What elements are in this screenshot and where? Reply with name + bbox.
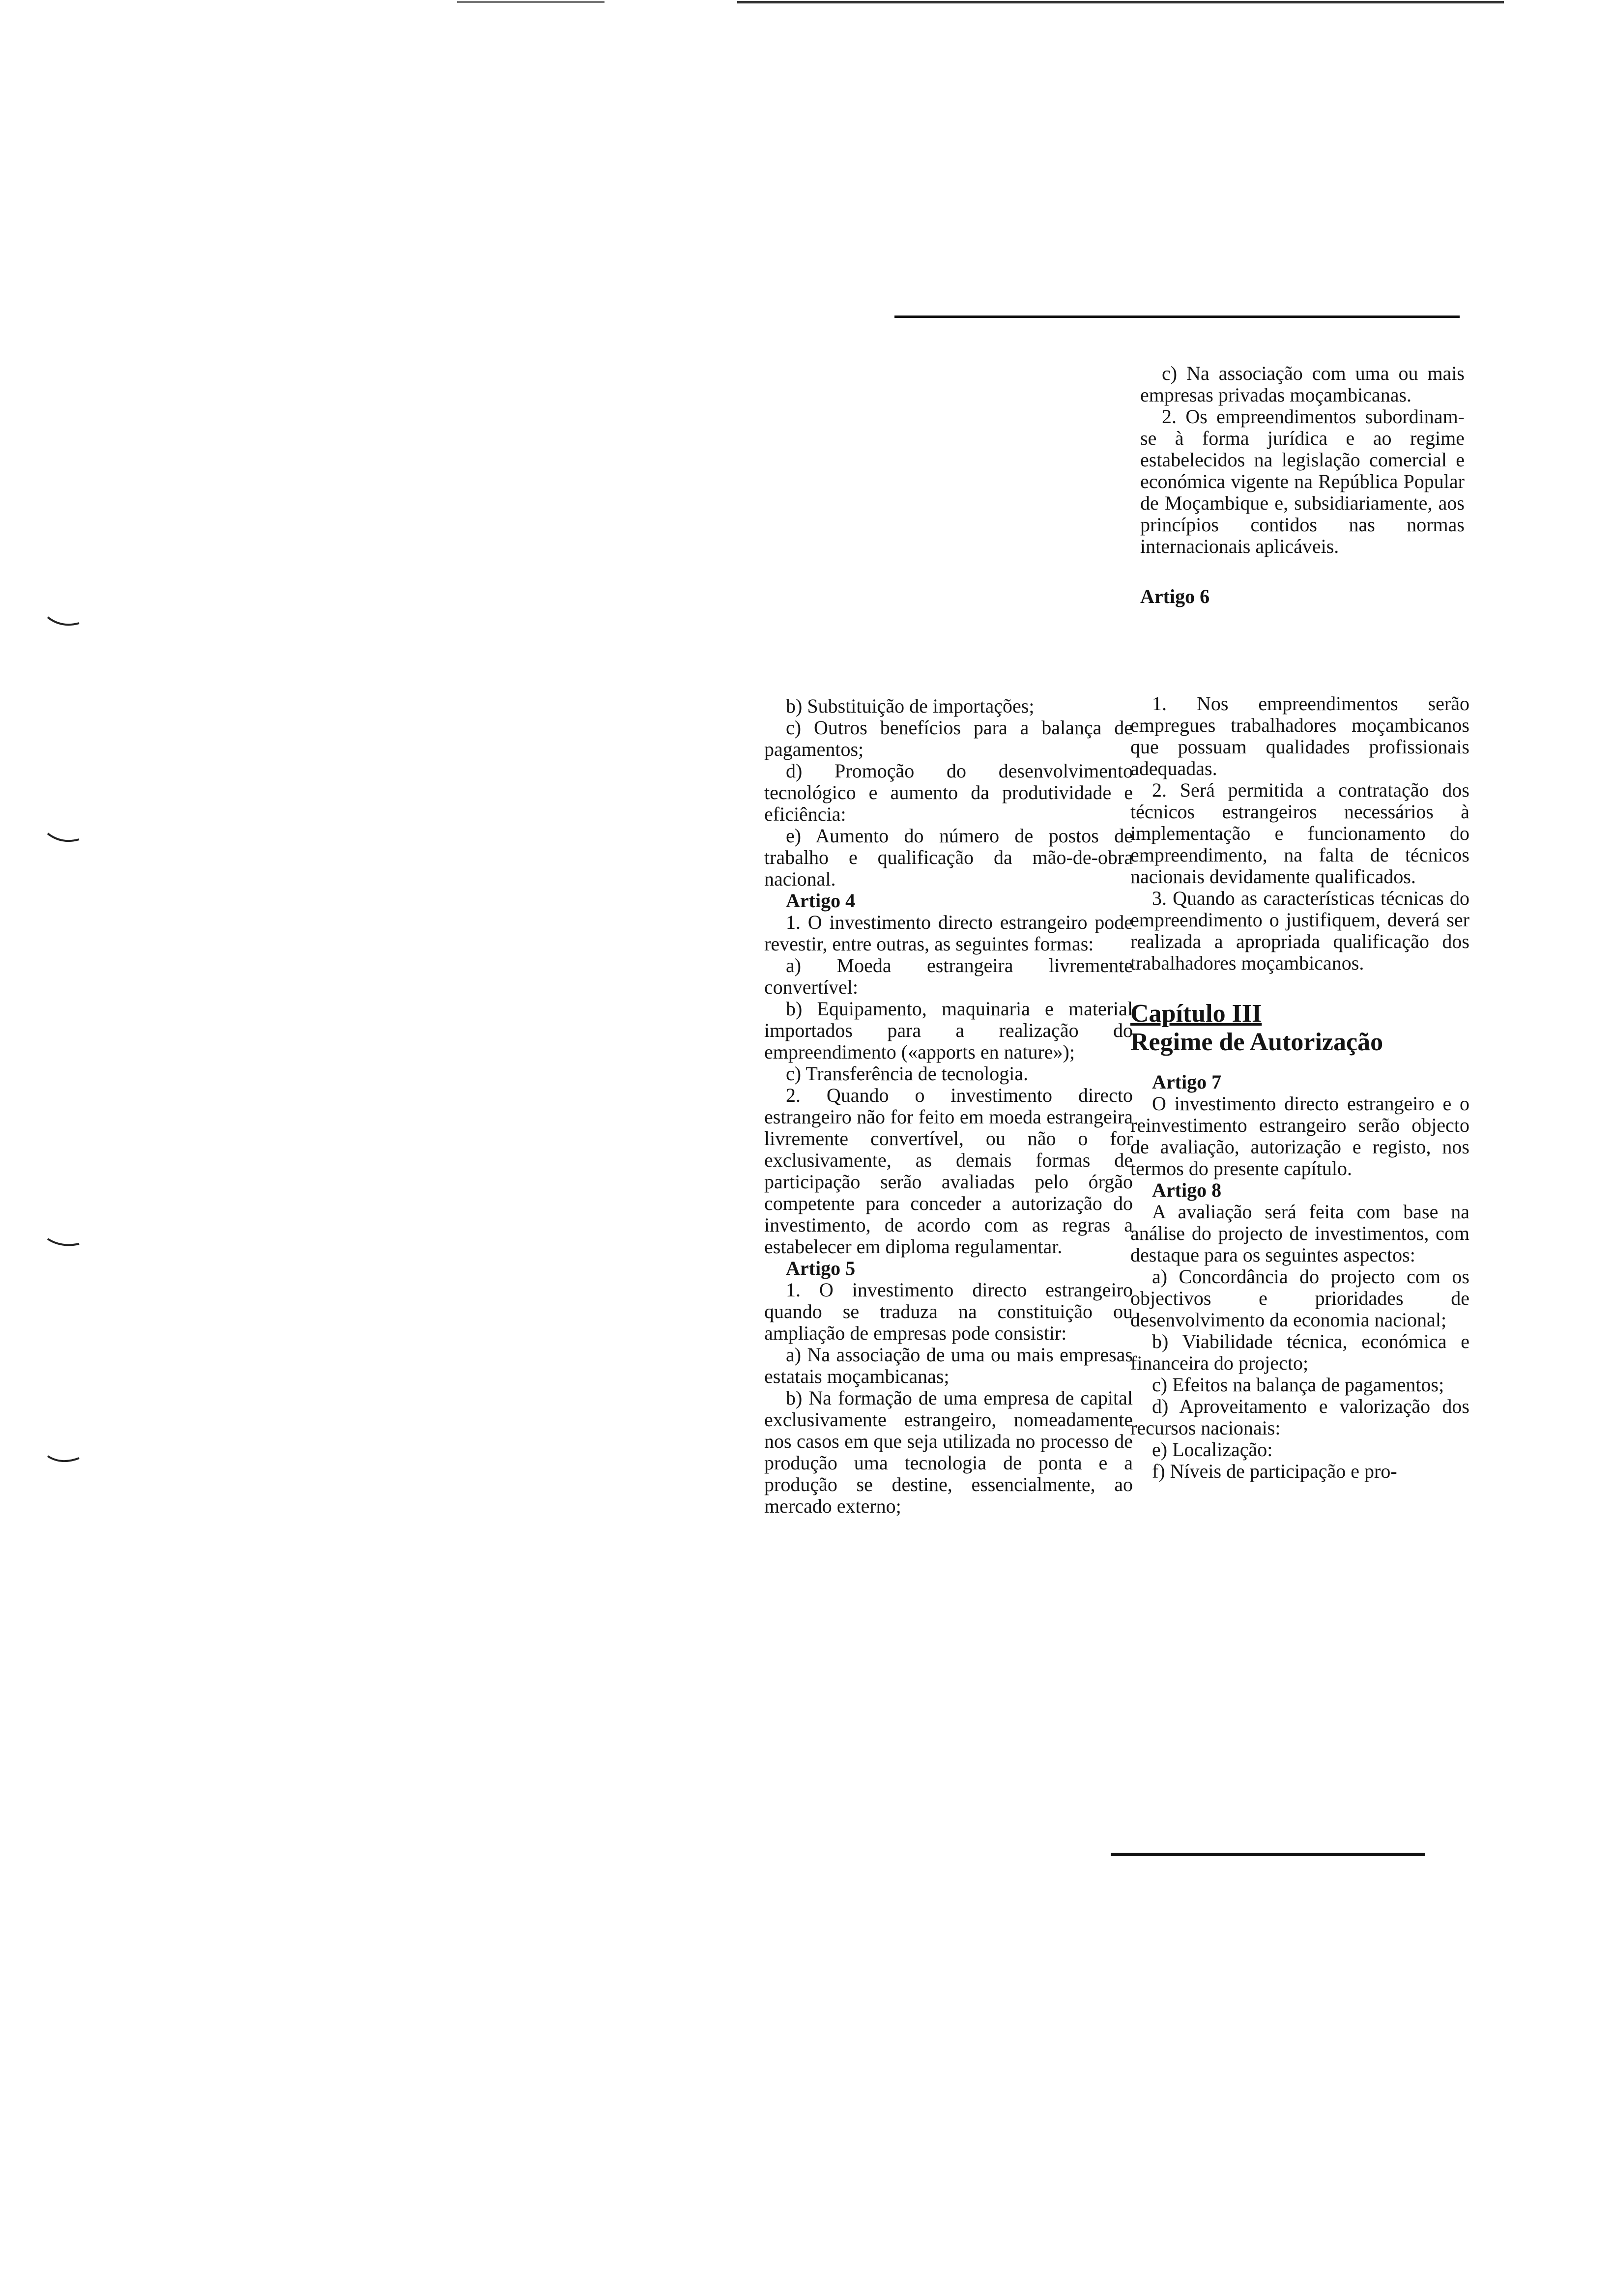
paragraph: 3. Quando as características técnicas do empreendimento o justifiquem, deverá ser realizada a apropriada qualificação dos trabalhadores moçambicanos. xyxy=(1130,887,1469,974)
paragraph: c) Efeitos na balança de pagamentos; xyxy=(1152,1374,1444,1396)
binding-mark-1 xyxy=(47,614,81,631)
left-column xyxy=(764,695,1133,1517)
paragraph: A avaliação será feita com base na análise do projecto de investimentos, com destaque para os seguintes aspectos: xyxy=(1130,1201,1469,1266)
chapter-number: Capítulo III xyxy=(1130,1000,1262,1028)
paragraph: f) Níveis de participação e pro- xyxy=(1152,1460,1397,1482)
paragraph: a) Moeda estrangeira livremente convertível: xyxy=(764,954,1133,998)
article-heading-8: Artigo 8 xyxy=(1152,1179,1222,1201)
article-heading-4: Artigo 4 xyxy=(786,890,856,912)
article-heading-6: Artigo 6 xyxy=(1140,585,1210,607)
paragraph: b) Na formação de uma empresa de capital exclusivamente estrangeiro, nomeadamente nos casos em que seja utilizada no processo de produção uma tecnologia de ponta e a produção se destine, essencialmente, ao mercado externo; xyxy=(764,1387,1133,1517)
paragraph: a) Concordância do projecto com os objectivos e prioridades de desenvolvimento da economia nacional; xyxy=(1130,1265,1469,1331)
paragraph: c) Na associação com uma ou mais empresas privadas moçambicanas. xyxy=(1140,362,1465,406)
paragraph: 1. O investimento directo estrangeiro quando se traduza na constituição ou ampliação de empresas pode consistir: xyxy=(764,1279,1133,1344)
chapter-title: Regime de Autorização xyxy=(1130,1028,1383,1056)
horizontal-rule-bottom xyxy=(1111,1853,1425,1856)
paragraph: b) Substituição de importações; xyxy=(786,695,1035,717)
right-column-top xyxy=(1140,363,1465,607)
binding-mark-3 xyxy=(47,1236,81,1253)
article-heading-7: Artigo 7 xyxy=(1152,1071,1222,1093)
paragraph: e) Aumento do número de postos de trabalho e qualificação da mão-de-obra nacional. xyxy=(764,825,1133,890)
paragraph: b) Equipamento, maquinaria e material importados para a realização do empreendimento («apports en nature»); xyxy=(764,998,1133,1063)
paragraph: d) Promoção do desenvolvimento tecnológico e aumento da produtividade e eficiência: xyxy=(764,760,1133,825)
paragraph: d) Aproveitamento e valorização dos recursos nacionais: xyxy=(1130,1395,1469,1439)
horizontal-rule-top xyxy=(894,316,1460,318)
paragraph: 2. Os empreendimentos subordinam-se à forma jurídica e ao regime estabelecidos na legislação comercial e económica vigente na República Popular de Moçambique e, subsidiariamente, aos princípios contidos nas normas internacionais aplicáveis. xyxy=(1140,405,1465,557)
paragraph: b) Viabilidade técnica, económica e financeira do projecto; xyxy=(1130,1330,1469,1374)
scan-edge-line-left xyxy=(457,1,604,3)
paragraph: c) Transferência de tecnologia. xyxy=(786,1062,1029,1085)
paragraph: 1. Nos empreendimentos serão empregues trabalhadores moçambicanos que possuam qualidades profissionais adequadas. xyxy=(1130,692,1469,779)
binding-mark-4 xyxy=(47,1452,81,1469)
paragraph: 1. O investimento directo estrangeiro pode revestir, entre outras, as seguintes formas: xyxy=(764,911,1133,955)
right-column xyxy=(1130,693,1469,1482)
article-heading-5: Artigo 5 xyxy=(786,1257,856,1279)
paragraph: O investimento directo estrangeiro e o reinvestimento estrangeiro serão objecto de avaliação, autorização e registo, nos termos do presente capítulo. xyxy=(1130,1092,1469,1179)
paragraph: 2. Quando o investimento directo estrangeiro não for feito em moeda estrangeira livremente convertível, ou não o for exclusivamente, as demais formas de participação serão avaliadas pelo órgão competente para conceder a autorização do investimento, de acordo com as regras a estabelecer em diploma regulamentar. xyxy=(764,1084,1133,1258)
paragraph: 2. Será permitida a contratação dos técnicos estrangeiros necessários à implementação e funcionamento do empreendimento, na falta de técnicos nacionais devidamente qualificados. xyxy=(1130,779,1469,888)
binding-mark-2 xyxy=(47,831,81,847)
chapter-heading xyxy=(1130,1000,1469,1057)
paragraph: e) Localização: xyxy=(1152,1438,1273,1461)
paragraph: c) Outros benefícios para a balança de pagamentos; xyxy=(764,717,1133,760)
paragraph: a) Na associação de uma ou mais empresas estatais moçambicanas; xyxy=(764,1344,1133,1387)
scan-edge-line-right xyxy=(737,1,1504,3)
